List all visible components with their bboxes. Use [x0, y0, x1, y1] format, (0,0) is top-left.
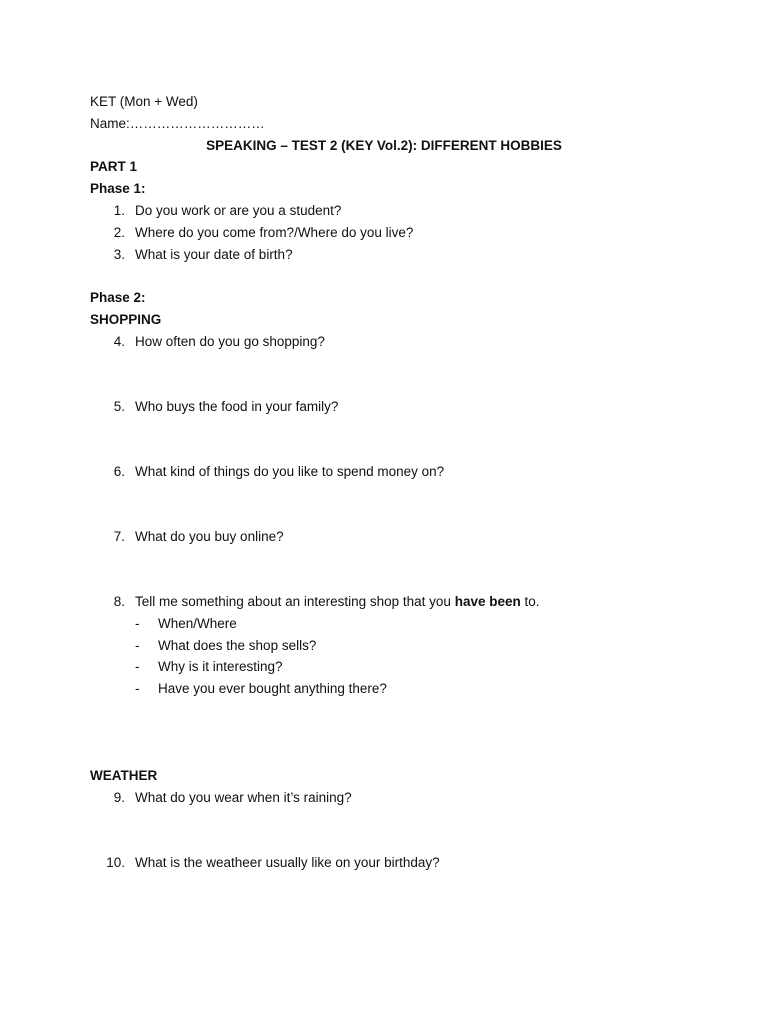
- question-text: [135, 593, 540, 611]
- question-number: 1.: [113, 203, 125, 218]
- phase-2-heading: Phase 2:: [90, 290, 146, 305]
- question-text: How often do you go shopping?: [135, 334, 325, 349]
- question-number: 4.: [113, 334, 125, 349]
- bullet-dash: -: [135, 681, 140, 696]
- question-number: 10.: [106, 855, 125, 870]
- bullet-dash: -: [135, 638, 140, 653]
- weather-heading: WEATHER: [90, 768, 158, 783]
- question-text: What kind of things do you like to spend money on?: [135, 464, 445, 479]
- question-number: 7.: [113, 529, 125, 544]
- question-text: What do you wear when it’s raining?: [135, 790, 352, 805]
- sub-question-text: When/Where: [158, 616, 237, 631]
- shopping-heading: SHOPPING: [90, 312, 162, 327]
- name-field-label: Name:…………………………: [90, 116, 265, 131]
- document-title: SPEAKING – TEST 2 (KEY Vol.2): DIFFERENT HOBBIES: [206, 138, 562, 153]
- bullet-dash: -: [135, 659, 140, 674]
- question-number: 2.: [113, 225, 125, 240]
- question-text: What is the weatheer usually like on your birthday?: [135, 855, 440, 870]
- question-text: What is your date of birth?: [135, 247, 293, 262]
- question-emphasis: have been: [454, 594, 521, 609]
- question-number: 5.: [113, 399, 125, 414]
- question-text: What do you buy online?: [135, 529, 284, 544]
- sub-question-text: Have you ever bought anything there?: [158, 681, 387, 696]
- part-1-heading: PART 1: [90, 159, 138, 174]
- phase-1-heading: Phase 1:: [90, 181, 146, 196]
- sub-question-text: Why is it interesting?: [158, 659, 283, 674]
- question-text-end: to.: [520, 594, 540, 609]
- question-number: 6.: [113, 464, 125, 479]
- question-text-start: Tell me something about an interesting shop that you: [135, 594, 455, 609]
- sub-question-text: What does the shop sells?: [158, 638, 317, 653]
- question-number: 9.: [113, 790, 125, 805]
- bullet-dash: -: [135, 616, 140, 631]
- question-text: Where do you come from?/Where do you live?: [135, 225, 414, 240]
- class-label: KET (Mon + Wed): [90, 94, 198, 109]
- question-text: Who buys the food in your family?: [135, 399, 339, 414]
- question-number: 8.: [113, 594, 125, 609]
- question-number: 3.: [113, 247, 125, 262]
- question-text: Do you work or are you a student?: [135, 203, 342, 218]
